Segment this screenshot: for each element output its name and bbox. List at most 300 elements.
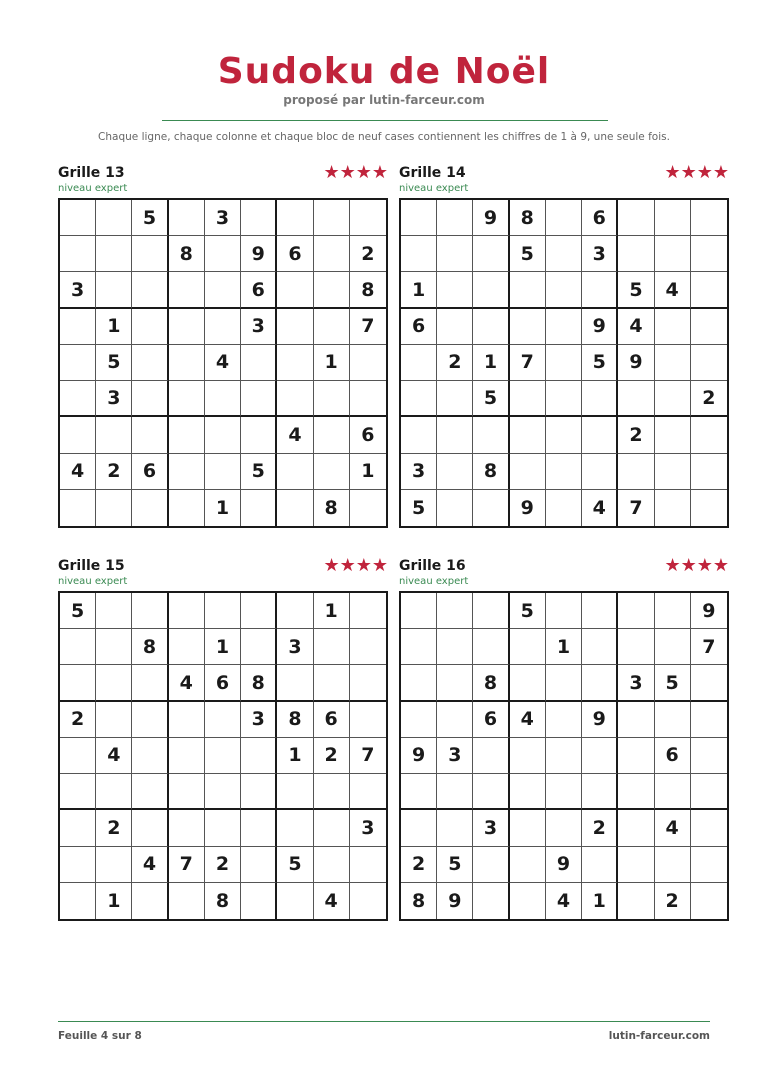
sudoku-cell: 1: [546, 629, 582, 665]
sudoku-cell: 6: [401, 309, 437, 345]
sudoku-cell: [546, 738, 582, 774]
sudoku-cell: 8: [510, 200, 546, 236]
instructions-text: Chaque ligne, chaque colonne et chaque bloc de neuf cases contiennent les chiffres de 1 à 9, une seule fois.: [98, 131, 670, 143]
sudoku-cell: [691, 810, 727, 846]
sudoku-cell: [691, 309, 727, 345]
sudoku-cell: 9: [401, 738, 437, 774]
sudoku-cell: [691, 272, 727, 308]
sudoku-cell: [96, 200, 132, 236]
sudoku-cell: [169, 883, 205, 919]
sudoku-cell: [205, 381, 241, 417]
sudoku-cell: [241, 593, 277, 629]
sudoku-cell: [314, 665, 350, 701]
sudoku-cell: 9: [437, 883, 473, 919]
sudoku-cell: 2: [96, 454, 132, 490]
sudoku-cell: [618, 847, 654, 883]
sudoku-cell: 5: [510, 593, 546, 629]
sudoku-cell: [691, 883, 727, 919]
sudoku-cell: 4: [314, 883, 350, 919]
sudoku-cell: 4: [618, 309, 654, 345]
sudoku-cell: [132, 810, 168, 846]
sudoku-cell: [60, 847, 96, 883]
sudoku-cell: 3: [241, 702, 277, 738]
sudoku-cell: [655, 381, 691, 417]
sudoku-cell: 5: [132, 200, 168, 236]
sudoku-cell: [60, 774, 96, 810]
sudoku-cell: [132, 738, 168, 774]
sudoku-cell: [96, 702, 132, 738]
sudoku-cell: [132, 309, 168, 345]
header-divider: [162, 120, 608, 121]
sudoku-cell: [169, 490, 205, 526]
sudoku-cell: [401, 417, 437, 453]
sudoku-cell: 5: [241, 454, 277, 490]
sudoku-cell: [277, 883, 313, 919]
sudoku-cell: [350, 490, 386, 526]
sudoku-cell: [546, 309, 582, 345]
sudoku-cell: [510, 381, 546, 417]
sudoku-cell: [401, 629, 437, 665]
sudoku-cell: 2: [401, 847, 437, 883]
sudoku-cell: 1: [205, 629, 241, 665]
sudoku-cell: [350, 381, 386, 417]
sudoku-cell: [241, 417, 277, 453]
sudoku-cell: [473, 593, 509, 629]
sudoku-cell: [582, 417, 618, 453]
sudoku-cell: 9: [582, 309, 618, 345]
sudoku-cell: [96, 774, 132, 810]
sudoku-cell: [205, 417, 241, 453]
sudoku-cell: [169, 810, 205, 846]
sudoku-grid: [58, 591, 388, 921]
sudoku-cell: [60, 883, 96, 919]
sudoku-cell: [169, 629, 205, 665]
sudoku-cell: [277, 490, 313, 526]
sudoku-cell: [546, 702, 582, 738]
sudoku-cell: [132, 702, 168, 738]
sudoku-cell: [314, 272, 350, 308]
sudoku-cell: 4: [60, 454, 96, 490]
sudoku-cell: [691, 200, 727, 236]
sudoku-cell: [618, 200, 654, 236]
sudoku-cell: [277, 381, 313, 417]
sudoku-cell: [473, 629, 509, 665]
sudoku-cell: [691, 665, 727, 701]
sudoku-cell: 9: [582, 702, 618, 738]
sudoku-cell: [241, 200, 277, 236]
sudoku-cell: [582, 665, 618, 701]
sudoku-cell: [655, 454, 691, 490]
sudoku-cell: [582, 593, 618, 629]
sudoku-cell: [205, 454, 241, 490]
sudoku-cell: [350, 774, 386, 810]
sudoku-cell: 3: [350, 810, 386, 846]
sudoku-cell: [655, 490, 691, 526]
sudoku-cell: [277, 345, 313, 381]
sudoku-cell: [314, 309, 350, 345]
sudoku-cell: 2: [205, 847, 241, 883]
sudoku-cell: [132, 417, 168, 453]
sudoku-cell: 8: [169, 236, 205, 272]
sudoku-cell: [132, 381, 168, 417]
sudoku-cell: [277, 272, 313, 308]
sudoku-cell: [691, 345, 727, 381]
sudoku-cell: 6: [241, 272, 277, 308]
sudoku-cell: 7: [618, 490, 654, 526]
sudoku-cell: 8: [401, 883, 437, 919]
sudoku-cell: [96, 236, 132, 272]
sudoku-cell: 3: [401, 454, 437, 490]
sudoku-cell: [401, 381, 437, 417]
sudoku-cell: [277, 774, 313, 810]
sudoku-cell: [96, 272, 132, 308]
sudoku-cell: 9: [510, 490, 546, 526]
sudoku-cell: [437, 665, 473, 701]
sudoku-cell: [655, 629, 691, 665]
sudoku-cell: [582, 847, 618, 883]
sudoku-cell: [169, 345, 205, 381]
sudoku-cell: 3: [241, 309, 277, 345]
sudoku-cell: 1: [314, 345, 350, 381]
sudoku-cell: [437, 272, 473, 308]
sudoku-cell: 2: [96, 810, 132, 846]
sudoku-cell: [96, 847, 132, 883]
sudoku-cell: 4: [546, 883, 582, 919]
sudoku-cell: 2: [655, 883, 691, 919]
sudoku-cell: [510, 883, 546, 919]
sudoku-cell: [473, 774, 509, 810]
sudoku-cell: [401, 702, 437, 738]
sudoku-cell: 5: [473, 381, 509, 417]
sudoku-cell: [546, 200, 582, 236]
difficulty-stars-icon: ★★★★: [323, 555, 388, 576]
sudoku-cell: [96, 593, 132, 629]
sudoku-cell: [437, 629, 473, 665]
sudoku-cell: [241, 345, 277, 381]
sudoku-cell: 2: [350, 236, 386, 272]
sudoku-cell: 1: [350, 454, 386, 490]
sudoku-cell: [691, 236, 727, 272]
sudoku-cell: [169, 738, 205, 774]
sudoku-cell: 1: [96, 883, 132, 919]
sudoku-cell: 2: [582, 810, 618, 846]
sudoku-cell: [169, 593, 205, 629]
puzzle-level: niveau expert: [399, 576, 469, 587]
sudoku-cell: [618, 236, 654, 272]
sudoku-cell: 3: [277, 629, 313, 665]
sudoku-cell: [350, 345, 386, 381]
sudoku-cell: [277, 454, 313, 490]
sudoku-cell: 5: [618, 272, 654, 308]
sudoku-cell: 6: [314, 702, 350, 738]
sudoku-cell: [205, 272, 241, 308]
sudoku-cell: 8: [350, 272, 386, 308]
sudoku-cell: 5: [437, 847, 473, 883]
sudoku-cell: [350, 629, 386, 665]
sudoku-cell: [169, 702, 205, 738]
sudoku-cell: [510, 272, 546, 308]
sudoku-cell: 8: [132, 629, 168, 665]
sudoku-cell: 6: [582, 200, 618, 236]
sudoku-cell: [437, 810, 473, 846]
sudoku-cell: 6: [132, 454, 168, 490]
sudoku-cell: [510, 629, 546, 665]
sudoku-cell: 2: [437, 345, 473, 381]
sudoku-cell: [314, 629, 350, 665]
sudoku-cell: [60, 490, 96, 526]
page-number: Feuille 4 sur 8: [58, 1030, 142, 1042]
sudoku-cell: [691, 490, 727, 526]
sudoku-cell: [132, 236, 168, 272]
sudoku-cell: 6: [205, 665, 241, 701]
sudoku-cell: [241, 883, 277, 919]
sudoku-cell: [96, 490, 132, 526]
sudoku-cell: [401, 236, 437, 272]
sudoku-cell: 7: [350, 738, 386, 774]
sudoku-cell: [618, 454, 654, 490]
sudoku-cell: [510, 417, 546, 453]
sudoku-cell: 5: [401, 490, 437, 526]
sudoku-cell: 1: [314, 593, 350, 629]
sudoku-cell: [473, 847, 509, 883]
sudoku-cell: [473, 309, 509, 345]
sudoku-cell: 4: [205, 345, 241, 381]
sudoku-cell: [546, 593, 582, 629]
sudoku-cell: [241, 847, 277, 883]
sudoku-cell: [205, 236, 241, 272]
sudoku-cell: [277, 309, 313, 345]
sudoku-cell: [60, 417, 96, 453]
sudoku-cell: 7: [169, 847, 205, 883]
puzzle-title: Grille 16: [399, 558, 466, 574]
sudoku-cell: [437, 702, 473, 738]
sudoku-cell: 8: [205, 883, 241, 919]
sudoku-cell: [437, 309, 473, 345]
sudoku-cell: [618, 738, 654, 774]
sudoku-cell: 1: [277, 738, 313, 774]
sudoku-cell: [473, 883, 509, 919]
sudoku-cell: [546, 236, 582, 272]
sudoku-cell: 7: [691, 629, 727, 665]
sudoku-cell: 4: [655, 810, 691, 846]
sudoku-cell: [655, 345, 691, 381]
puzzle-level: niveau expert: [399, 183, 469, 194]
sudoku-cell: 5: [655, 665, 691, 701]
sudoku-cell: [314, 417, 350, 453]
sudoku-cell: 9: [618, 345, 654, 381]
sudoku-cell: 7: [510, 345, 546, 381]
sudoku-cell: 2: [60, 702, 96, 738]
sudoku-cell: [510, 454, 546, 490]
sudoku-cell: 6: [473, 702, 509, 738]
sudoku-cell: [350, 200, 386, 236]
sudoku-cell: [205, 593, 241, 629]
sudoku-cell: 6: [655, 738, 691, 774]
sudoku-cell: 9: [546, 847, 582, 883]
sudoku-cell: [618, 593, 654, 629]
sudoku-cell: [437, 454, 473, 490]
footer-divider: [58, 1021, 710, 1022]
page-subtitle: proposé par lutin-farceur.com: [283, 93, 485, 107]
sudoku-cell: [546, 272, 582, 308]
sudoku-cell: [655, 593, 691, 629]
sudoku-cell: [169, 200, 205, 236]
sudoku-cell: 7: [350, 309, 386, 345]
sudoku-cell: [473, 490, 509, 526]
sudoku-cell: [618, 629, 654, 665]
sudoku-cell: [314, 454, 350, 490]
sudoku-cell: 5: [510, 236, 546, 272]
sudoku-cell: [132, 272, 168, 308]
sudoku-cell: 8: [473, 454, 509, 490]
sudoku-cell: [60, 738, 96, 774]
sudoku-cell: [401, 200, 437, 236]
difficulty-stars-icon: ★★★★: [664, 162, 729, 183]
difficulty-stars-icon: ★★★★: [664, 555, 729, 576]
sudoku-cell: [691, 417, 727, 453]
sudoku-grid: [399, 591, 729, 921]
sudoku-cell: [546, 665, 582, 701]
sudoku-cell: [350, 665, 386, 701]
sudoku-cell: [582, 454, 618, 490]
sudoku-cell: [510, 847, 546, 883]
sudoku-cell: [205, 738, 241, 774]
sudoku-cell: [132, 490, 168, 526]
sudoku-cell: 5: [582, 345, 618, 381]
sudoku-cell: [132, 665, 168, 701]
sudoku-cell: [655, 774, 691, 810]
sudoku-cell: [618, 810, 654, 846]
sudoku-cell: [350, 702, 386, 738]
sudoku-cell: 3: [582, 236, 618, 272]
sudoku-cell: [205, 702, 241, 738]
sudoku-cell: [241, 629, 277, 665]
sudoku-cell: [314, 810, 350, 846]
sudoku-cell: 5: [60, 593, 96, 629]
sudoku-cell: [437, 774, 473, 810]
sudoku-cell: [655, 847, 691, 883]
sudoku-cell: [169, 454, 205, 490]
sudoku-cell: [546, 774, 582, 810]
sudoku-cell: 8: [277, 702, 313, 738]
difficulty-stars-icon: ★★★★: [323, 162, 388, 183]
sudoku-cell: [437, 200, 473, 236]
sudoku-cell: [473, 738, 509, 774]
sudoku-cell: [314, 847, 350, 883]
sudoku-cell: [691, 774, 727, 810]
sudoku-cell: [314, 774, 350, 810]
sudoku-cell: [546, 417, 582, 453]
sudoku-cell: [582, 381, 618, 417]
sudoku-cell: [60, 381, 96, 417]
footer-site: lutin-farceur.com: [608, 1030, 710, 1042]
sudoku-cell: [473, 272, 509, 308]
sudoku-cell: [60, 200, 96, 236]
sudoku-cell: [510, 309, 546, 345]
sudoku-cell: [401, 665, 437, 701]
sudoku-cell: 1: [473, 345, 509, 381]
sudoku-grid: [58, 198, 388, 528]
sudoku-cell: [314, 381, 350, 417]
sudoku-cell: 6: [350, 417, 386, 453]
sudoku-cell: 5: [96, 345, 132, 381]
sudoku-cell: [132, 774, 168, 810]
sudoku-cell: [350, 883, 386, 919]
sudoku-cell: [169, 272, 205, 308]
sudoku-cell: [132, 883, 168, 919]
sudoku-cell: [277, 665, 313, 701]
sudoku-cell: [401, 593, 437, 629]
sudoku-cell: [132, 593, 168, 629]
sudoku-cell: 8: [241, 665, 277, 701]
sudoku-cell: [169, 381, 205, 417]
sudoku-cell: [582, 272, 618, 308]
sudoku-cell: [473, 417, 509, 453]
sudoku-cell: [546, 381, 582, 417]
sudoku-cell: [546, 810, 582, 846]
puzzle-title: Grille 15: [58, 558, 125, 574]
sudoku-cell: 3: [60, 272, 96, 308]
sudoku-cell: [60, 345, 96, 381]
sudoku-cell: [401, 345, 437, 381]
sudoku-cell: [350, 847, 386, 883]
sudoku-cell: 1: [401, 272, 437, 308]
sudoku-cell: [437, 593, 473, 629]
sudoku-cell: [401, 774, 437, 810]
sudoku-cell: [96, 629, 132, 665]
sudoku-cell: [510, 738, 546, 774]
sudoku-cell: 3: [473, 810, 509, 846]
sudoku-cell: [510, 810, 546, 846]
sudoku-cell: 2: [691, 381, 727, 417]
sudoku-cell: [510, 665, 546, 701]
sudoku-cell: 3: [618, 665, 654, 701]
sudoku-cell: [277, 200, 313, 236]
sudoku-cell: [437, 381, 473, 417]
sudoku-cell: [691, 738, 727, 774]
sudoku-cell: 1: [582, 883, 618, 919]
sudoku-cell: [169, 417, 205, 453]
sudoku-cell: 3: [96, 381, 132, 417]
sudoku-cell: [277, 593, 313, 629]
sudoku-cell: [546, 454, 582, 490]
sudoku-cell: 3: [205, 200, 241, 236]
sudoku-cell: [618, 381, 654, 417]
sudoku-cell: [618, 774, 654, 810]
sudoku-cell: 2: [314, 738, 350, 774]
sudoku-cell: [350, 593, 386, 629]
sudoku-cell: [96, 417, 132, 453]
sudoku-cell: [582, 629, 618, 665]
sudoku-cell: [691, 847, 727, 883]
sudoku-cell: [60, 309, 96, 345]
sudoku-cell: 3: [437, 738, 473, 774]
sudoku-cell: [60, 810, 96, 846]
sudoku-cell: 9: [473, 200, 509, 236]
page-title: Sudoku de Noël: [217, 51, 551, 92]
sudoku-cell: [655, 200, 691, 236]
sudoku-cell: [582, 774, 618, 810]
sudoku-cell: [510, 774, 546, 810]
sudoku-cell: 4: [169, 665, 205, 701]
sudoku-cell: 8: [314, 490, 350, 526]
sudoku-cell: [60, 629, 96, 665]
puzzle-level: niveau expert: [58, 576, 128, 587]
sudoku-cell: [241, 381, 277, 417]
sudoku-cell: [241, 490, 277, 526]
sudoku-cell: 1: [96, 309, 132, 345]
sudoku-cell: 9: [241, 236, 277, 272]
